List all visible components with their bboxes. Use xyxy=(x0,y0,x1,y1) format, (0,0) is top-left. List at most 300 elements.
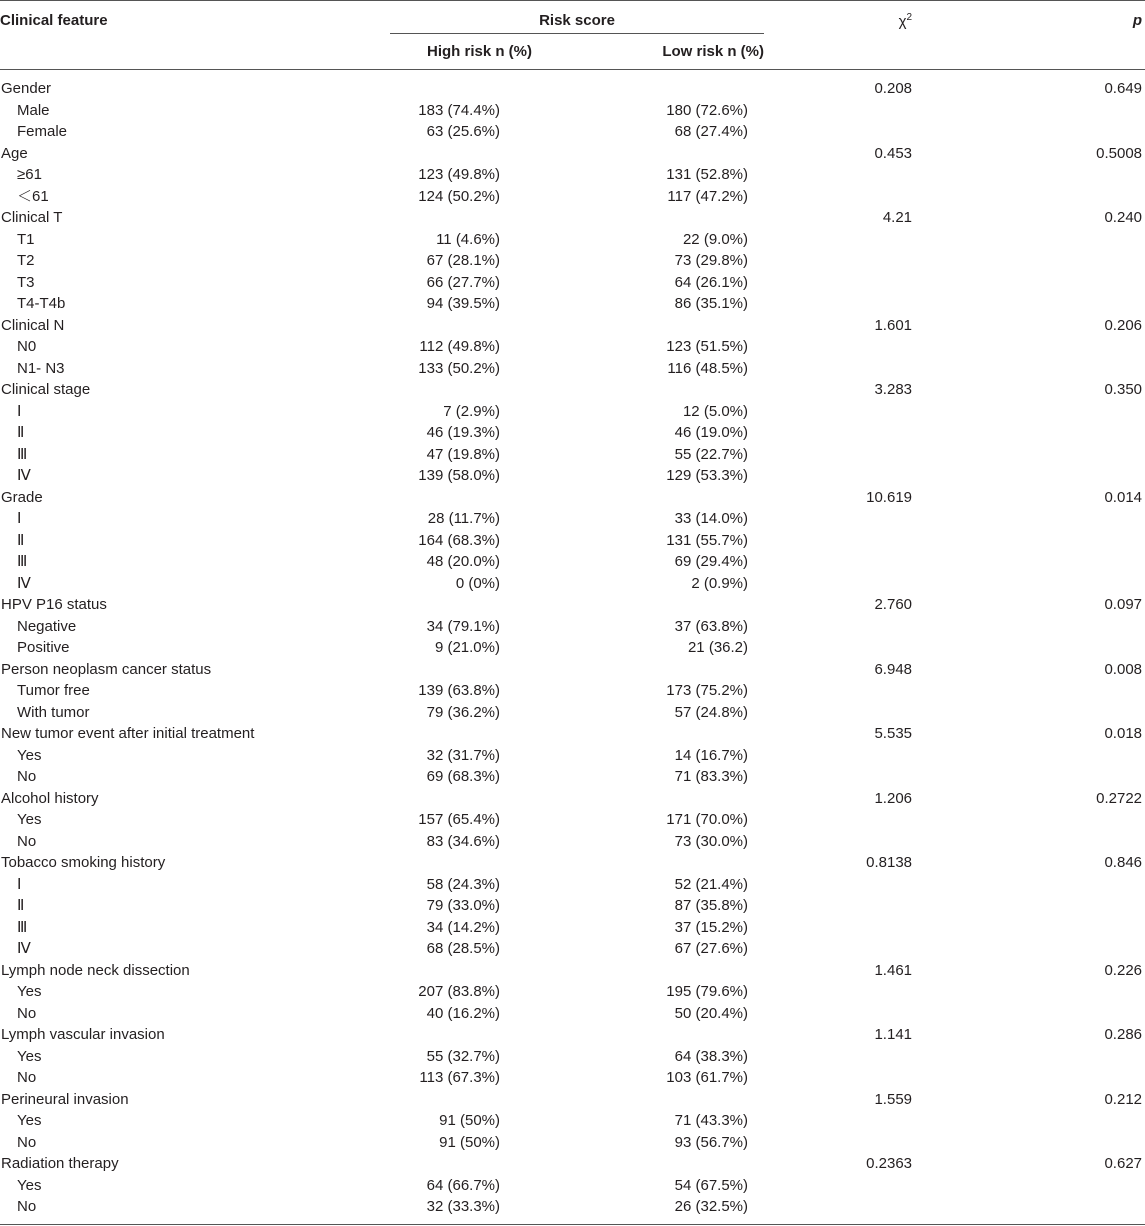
header-blank-chi xyxy=(764,34,914,70)
cell-chi-square: 0.208 xyxy=(874,80,913,97)
cell-high-risk: 34 (79.1%) xyxy=(426,617,500,635)
header-clinical-feature: Clinical feature xyxy=(0,1,390,34)
cell-low-risk xyxy=(532,487,764,509)
table-row-subcategory xyxy=(0,1046,1145,1068)
header-chi-square xyxy=(764,1,914,34)
cell-feature: Ⅱ xyxy=(17,897,25,914)
cell-p-value xyxy=(914,1110,1145,1132)
cell-feature: Lymph vascular invasion xyxy=(1,1026,165,1043)
cell-chi-square xyxy=(764,530,914,552)
cell-feature: Male xyxy=(17,101,50,119)
cell-p-value: 0.014 xyxy=(1104,488,1143,506)
cell-low-risk: 69 (29.4%) xyxy=(674,553,749,570)
cell-high-risk: 79 (33.0%) xyxy=(426,897,500,914)
table-row-subcategory xyxy=(0,1175,1145,1197)
cell-feature: Ⅳ xyxy=(17,467,31,484)
cell-p-value xyxy=(914,530,1145,552)
table-body xyxy=(0,70,1145,1225)
cell-chi-square xyxy=(764,573,914,595)
cell-high-risk xyxy=(390,960,532,982)
cell-low-risk: 73 (30.0%) xyxy=(674,832,749,850)
cell-p-value xyxy=(914,573,1145,595)
table-row-subcategory xyxy=(0,293,1145,315)
cell-chi-square xyxy=(764,1196,914,1218)
cell-low-risk xyxy=(532,1024,764,1046)
cell-high-risk: 55 (32.7%) xyxy=(426,1047,500,1065)
cell-low-risk: 21 (36.2) xyxy=(687,639,749,656)
cell-p-value xyxy=(914,895,1145,917)
cell-p-value xyxy=(914,1132,1145,1154)
cell-low-risk: 14 (16.7%) xyxy=(674,746,749,764)
cell-feature: Ⅳ xyxy=(17,940,31,957)
table-row-subcategory xyxy=(0,229,1145,251)
table-row-subcategory xyxy=(0,100,1145,122)
cell-low-risk: 71 (83.3%) xyxy=(674,768,749,785)
table-row-subcategory xyxy=(0,831,1145,853)
cell-low-risk: 123 (51.5%) xyxy=(666,338,749,355)
table-row-feature xyxy=(0,594,1145,616)
table-row-subcategory xyxy=(0,938,1145,960)
table-row-subcategory xyxy=(0,336,1145,358)
cell-p-value xyxy=(914,401,1145,423)
cell-high-risk: 32 (33.3%) xyxy=(426,1198,500,1215)
cell-p-value xyxy=(914,981,1145,1003)
cell-feature: N0 xyxy=(17,338,37,355)
cell-p-value: 0.226 xyxy=(1104,961,1143,979)
cell-low-risk: 12 (5.0%) xyxy=(682,402,749,420)
table-row-feature xyxy=(0,960,1145,982)
cell-p-value: 0.649 xyxy=(1104,80,1143,97)
cell-chi-square xyxy=(764,186,914,208)
cell-low-risk: 37 (15.2%) xyxy=(674,918,749,936)
cell-low-risk xyxy=(532,1089,764,1111)
cell-low-risk: 87 (35.8%) xyxy=(674,897,749,914)
table-row-subcategory xyxy=(0,809,1145,831)
cell-p-value xyxy=(914,293,1145,315)
cell-low-risk: 117 (47.2%) xyxy=(667,187,749,205)
cell-p-value: 0.627 xyxy=(1104,1155,1143,1172)
cell-low-risk: 86 (35.1%) xyxy=(674,295,749,312)
cell-low-risk: 57 (24.8%) xyxy=(674,703,749,721)
cell-high-risk xyxy=(390,143,532,165)
cell-p-value: 0.008 xyxy=(1104,660,1143,678)
cell-feature: Negative xyxy=(17,617,77,635)
cell-p-value: 0.018 xyxy=(1104,725,1143,742)
cell-p-value xyxy=(914,250,1145,272)
cell-p-value: 0.350 xyxy=(1104,381,1143,398)
cell-high-risk: 48 (20.0%) xyxy=(426,553,500,570)
cell-feature: Clinical stage xyxy=(1,381,91,398)
cell-p-value xyxy=(914,874,1145,896)
cell-high-risk: 139 (63.8%) xyxy=(418,682,500,699)
cell-low-risk: 195 (79.6%) xyxy=(666,983,749,1000)
table-row-feature xyxy=(0,659,1145,681)
cell-low-risk: 93 (56.7%) xyxy=(674,1133,749,1151)
cell-feature: Clinical T xyxy=(1,209,63,226)
cell-p-value xyxy=(914,766,1145,788)
cell-p-value xyxy=(914,616,1145,638)
cell-low-risk xyxy=(532,852,764,874)
cell-high-risk: 68 (28.5%) xyxy=(426,940,500,957)
cell-low-risk xyxy=(532,315,764,337)
table-row-subcategory xyxy=(0,422,1145,444)
cell-chi-square xyxy=(764,895,914,917)
table-row-subcategory xyxy=(0,121,1145,143)
table-row-subcategory xyxy=(0,766,1145,788)
cell-feature: Tobacco smoking history xyxy=(1,854,166,871)
cell-low-risk xyxy=(532,78,764,100)
table-row-feature xyxy=(0,487,1145,509)
cell-feature: T1 xyxy=(17,230,35,248)
cell-p-value xyxy=(914,272,1145,294)
cell-low-risk: 64 (26.1%) xyxy=(674,273,749,291)
cell-high-risk xyxy=(390,852,532,874)
header-high-risk: High risk n (%) xyxy=(390,34,532,70)
cell-high-risk xyxy=(390,207,532,229)
cell-feature: Clinical N xyxy=(1,316,65,334)
cell-low-risk: 26 (32.5%) xyxy=(674,1198,749,1215)
cell-p-value xyxy=(914,917,1145,939)
cell-feature: Radiation therapy xyxy=(1,1155,119,1172)
cell-feature: No xyxy=(17,832,37,850)
cell-low-risk: 71 (43.3%) xyxy=(674,1112,749,1129)
cell-feature: Ⅱ xyxy=(17,424,25,441)
table-row-feature xyxy=(0,852,1145,874)
table-row-subcategory xyxy=(0,573,1145,595)
cell-p-value xyxy=(914,1175,1145,1197)
cell-high-risk xyxy=(390,594,532,616)
table-row-feature xyxy=(0,315,1145,337)
cell-p-value xyxy=(914,809,1145,831)
cell-feature: Lymph node neck dissection xyxy=(1,961,190,979)
cell-high-risk: 32 (31.7%) xyxy=(426,746,500,764)
cell-p-value: 0.212 xyxy=(1104,1090,1143,1108)
cell-low-risk: 33 (14.0%) xyxy=(674,510,749,527)
table-row-subcategory xyxy=(0,186,1145,208)
cell-high-risk: 207 (83.8%) xyxy=(418,983,500,1000)
cell-feature: No xyxy=(17,1198,37,1215)
table-row-feature xyxy=(0,78,1145,100)
table-row-subcategory xyxy=(0,981,1145,1003)
table-row-subcategory xyxy=(0,616,1145,638)
header-risk-score-label: Risk score xyxy=(539,12,615,29)
cell-low-risk: 129 (53.3%) xyxy=(666,467,749,484)
cell-chi-square: 1.141 xyxy=(874,1026,913,1043)
cell-p-value xyxy=(914,702,1145,724)
cell-high-risk: 83 (34.6%) xyxy=(426,832,500,850)
table-row-subcategory xyxy=(0,917,1145,939)
cell-low-risk: 73 (29.8%) xyxy=(674,252,749,269)
table-row-subcategory xyxy=(0,702,1145,724)
cell-feature: Yes xyxy=(17,983,42,1000)
cell-p-value xyxy=(914,336,1145,358)
cell-feature: Ⅳ xyxy=(17,574,31,592)
cell-feature: New tumor event after initial treatment xyxy=(1,725,255,742)
table-row-subcategory xyxy=(0,745,1145,767)
table-row-subcategory xyxy=(0,551,1145,573)
cell-high-risk: 67 (28.1%) xyxy=(426,252,500,269)
cell-chi-square xyxy=(764,121,914,143)
cell-p-value xyxy=(914,680,1145,702)
table-row-feature xyxy=(0,379,1145,401)
cell-high-risk: 69 (68.3%) xyxy=(426,768,500,785)
spacer-row xyxy=(0,70,1145,79)
cell-low-risk xyxy=(532,723,764,745)
cell-chi-square xyxy=(764,164,914,186)
cell-p-value xyxy=(914,745,1145,767)
cell-feature: Ⅲ xyxy=(17,553,28,570)
cell-p-value xyxy=(914,444,1145,466)
cell-chi-square xyxy=(764,401,914,423)
cell-chi-square xyxy=(764,1046,914,1068)
cell-high-risk: 11 (4.6%) xyxy=(436,230,500,248)
cell-chi-square xyxy=(764,831,914,853)
cell-p-value xyxy=(914,551,1145,573)
cell-chi-square xyxy=(764,1110,914,1132)
cell-high-risk: 94 (39.5%) xyxy=(426,295,500,312)
cell-high-risk xyxy=(390,788,532,810)
table-bottom-rule xyxy=(0,1218,1145,1225)
table-row-subcategory xyxy=(0,1067,1145,1089)
cell-chi-square xyxy=(764,336,914,358)
cell-high-risk: 113 (67.3%) xyxy=(419,1069,500,1086)
cell-chi-square xyxy=(764,766,914,788)
cell-feature: Ⅲ xyxy=(17,445,28,463)
table-row-feature xyxy=(0,1153,1145,1175)
cell-p-value: 0.846 xyxy=(1104,854,1143,871)
cell-p-value: 0.097 xyxy=(1104,596,1143,613)
cell-chi-square: 2.760 xyxy=(874,596,913,613)
cell-chi-square: 10.619 xyxy=(866,488,913,506)
table-row-feature xyxy=(0,1024,1145,1046)
cell-high-risk xyxy=(390,723,532,745)
cell-chi-square xyxy=(764,551,914,573)
cell-low-risk: 64 (38.3%) xyxy=(674,1047,749,1065)
table-row-feature xyxy=(0,1089,1145,1111)
cell-chi-square xyxy=(764,358,914,380)
cell-p-value xyxy=(914,465,1145,487)
cell-chi-square xyxy=(764,100,914,122)
cell-low-risk: 131 (55.7%) xyxy=(666,531,749,549)
cell-feature: Yes xyxy=(17,1176,42,1194)
cell-chi-square xyxy=(764,938,914,960)
table-row-subcategory xyxy=(0,272,1145,294)
cell-low-risk xyxy=(532,143,764,165)
cell-feature: T4-T4b xyxy=(17,295,66,312)
cell-feature: Tumor free xyxy=(17,682,90,699)
cell-chi-square xyxy=(764,874,914,896)
cell-chi-square xyxy=(764,508,914,530)
cell-p-value xyxy=(914,229,1145,251)
cell-p-value xyxy=(914,422,1145,444)
cell-chi-square xyxy=(764,680,914,702)
cell-feature: No xyxy=(17,1069,37,1086)
header-blank-p xyxy=(914,34,1145,70)
cell-feature: T3 xyxy=(17,273,35,291)
cell-low-risk: 2 (0.9%) xyxy=(691,574,749,592)
table-row-subcategory xyxy=(0,465,1145,487)
header-low-risk: Low risk n (%) xyxy=(532,34,764,70)
cell-high-risk: 79 (36.2%) xyxy=(426,703,500,721)
cell-chi-square xyxy=(764,1132,914,1154)
cell-high-risk: 164 (68.3%) xyxy=(418,531,500,549)
cell-feature: ＜61 xyxy=(17,187,49,205)
cell-low-risk xyxy=(532,207,764,229)
cell-low-risk: 68 (27.4%) xyxy=(674,123,749,140)
table-row-subcategory xyxy=(0,508,1145,530)
table-row-feature xyxy=(0,723,1145,745)
cell-p-value: 0.206 xyxy=(1104,316,1143,334)
table-row-subcategory xyxy=(0,444,1145,466)
cell-feature: With tumor xyxy=(17,703,90,721)
header-risk-score xyxy=(390,1,764,34)
cell-p-value xyxy=(914,100,1145,122)
cell-high-risk: 34 (14.2%) xyxy=(426,918,500,936)
cell-chi-square xyxy=(764,702,914,724)
table-row-subcategory xyxy=(0,680,1145,702)
cell-chi-square: 1.206 xyxy=(874,789,913,807)
cell-feature: Alcohol history xyxy=(1,789,99,807)
cell-low-risk xyxy=(532,379,764,401)
cell-feature: Person neoplasm cancer status xyxy=(1,660,212,678)
cell-high-risk xyxy=(390,1024,532,1046)
cell-chi-square: 6.948 xyxy=(874,660,913,678)
header-blank xyxy=(0,34,390,70)
cell-low-risk xyxy=(532,960,764,982)
table-row-feature xyxy=(0,143,1145,165)
cell-high-risk: 139 (58.0%) xyxy=(418,467,500,484)
cell-feature: ≥61 xyxy=(17,166,42,183)
cell-high-risk: 112 (49.8%) xyxy=(419,338,500,355)
cell-chi-square xyxy=(764,293,914,315)
cell-chi-square xyxy=(764,422,914,444)
cell-high-risk xyxy=(390,1153,532,1175)
cell-chi-square xyxy=(764,250,914,272)
cell-low-risk: 50 (20.4%) xyxy=(674,1004,749,1022)
cell-high-risk: 157 (65.4%) xyxy=(418,811,500,828)
cell-high-risk xyxy=(390,78,532,100)
cell-p-value xyxy=(914,1067,1145,1089)
cell-p-value xyxy=(914,1046,1145,1068)
cell-high-risk: 28 (11.7%) xyxy=(427,510,500,527)
cell-low-risk: 22 (9.0%) xyxy=(682,230,749,248)
cell-p-value xyxy=(914,637,1145,659)
cell-low-risk xyxy=(532,1153,764,1175)
cell-feature: Ⅱ xyxy=(17,531,25,549)
cell-high-risk: 66 (27.7%) xyxy=(426,273,500,291)
cell-p-value: 0.2722 xyxy=(1096,789,1143,807)
cell-chi-square: 4.21 xyxy=(882,209,913,226)
table-row-subcategory xyxy=(0,637,1145,659)
cell-chi-square xyxy=(764,1067,914,1089)
cell-chi-square xyxy=(764,229,914,251)
cell-high-risk xyxy=(390,487,532,509)
cell-low-risk: 116 (48.5%) xyxy=(667,359,749,377)
cell-feature: Female xyxy=(17,123,68,140)
table-row-subcategory xyxy=(0,1110,1145,1132)
cell-chi-square xyxy=(764,272,914,294)
cell-low-risk: 54 (67.5%) xyxy=(674,1176,749,1194)
cell-feature: Yes xyxy=(17,811,42,828)
cell-p-value: 0.240 xyxy=(1104,209,1143,226)
cell-feature: Ⅰ xyxy=(17,875,22,893)
cell-high-risk: 7 (2.9%) xyxy=(443,402,500,420)
cell-low-risk xyxy=(532,594,764,616)
table-row-feature xyxy=(0,788,1145,810)
cell-low-risk: 67 (27.6%) xyxy=(674,940,749,957)
cell-p-value xyxy=(914,831,1145,853)
table-row-subcategory xyxy=(0,874,1145,896)
cell-high-risk: 47 (19.8%) xyxy=(426,445,500,463)
cell-chi-square: 5.535 xyxy=(874,725,913,742)
table-row-subcategory xyxy=(0,1003,1145,1025)
cell-high-risk xyxy=(390,379,532,401)
table-row-subcategory xyxy=(0,530,1145,552)
cell-chi-square xyxy=(764,1175,914,1197)
cell-high-risk: 40 (16.2%) xyxy=(426,1004,500,1022)
cell-low-risk: 37 (63.8%) xyxy=(674,617,749,635)
cell-high-risk: 63 (25.6%) xyxy=(426,123,500,140)
cell-low-risk: 55 (22.7%) xyxy=(674,445,749,463)
cell-feature: Gender xyxy=(1,80,52,97)
cell-chi-square: 3.283 xyxy=(874,381,913,398)
cell-feature: Ⅰ xyxy=(17,510,22,527)
cell-high-risk xyxy=(390,315,532,337)
table-row-subcategory xyxy=(0,250,1145,272)
table-row-subcategory xyxy=(0,1132,1145,1154)
cell-feature: Yes xyxy=(17,746,42,764)
cell-chi-square: 0.453 xyxy=(874,144,913,162)
cell-p-value xyxy=(914,164,1145,186)
header-chi-symbol: χ xyxy=(898,13,907,30)
cell-low-risk: 173 (75.2%) xyxy=(666,682,749,699)
cell-high-risk: 0 (0%) xyxy=(455,574,500,592)
cell-chi-square xyxy=(764,616,914,638)
cell-chi-square: 1.461 xyxy=(874,961,913,979)
cell-high-risk xyxy=(390,1089,532,1111)
cell-low-risk xyxy=(532,788,764,810)
cell-high-risk: 64 (66.7%) xyxy=(426,1176,500,1194)
cell-p-value xyxy=(914,1003,1145,1025)
table-row-subcategory xyxy=(0,164,1145,186)
cell-p-value: 0.286 xyxy=(1104,1026,1143,1043)
cell-feature: Ⅰ xyxy=(17,402,22,420)
cell-low-risk: 171 (70.0%) xyxy=(666,811,749,828)
cell-chi-square xyxy=(764,917,914,939)
cell-p-value xyxy=(914,938,1145,960)
cell-feature: N1- N3 xyxy=(17,359,65,377)
cell-low-risk xyxy=(532,659,764,681)
cell-chi-square xyxy=(764,981,914,1003)
cell-chi-square: 1.559 xyxy=(874,1090,913,1108)
table-row-feature xyxy=(0,207,1145,229)
table-row-subcategory xyxy=(0,401,1145,423)
cell-p-value xyxy=(914,186,1145,208)
cell-high-risk xyxy=(390,659,532,681)
cell-chi-square xyxy=(764,444,914,466)
header-chi-superscript: 2 xyxy=(906,12,913,23)
cell-chi-square: 0.8138 xyxy=(866,854,913,871)
cell-feature: Age xyxy=(1,144,28,162)
cell-feature: No xyxy=(17,1004,37,1022)
cell-high-risk: 183 (74.4%) xyxy=(418,101,500,119)
cell-high-risk: 58 (24.3%) xyxy=(426,875,500,893)
cell-feature: Yes xyxy=(17,1047,42,1065)
cell-high-risk: 133 (50.2%) xyxy=(418,359,500,377)
cell-low-risk: 131 (52.8%) xyxy=(666,166,749,183)
cell-p-value xyxy=(914,358,1145,380)
cell-feature: No xyxy=(17,768,37,785)
